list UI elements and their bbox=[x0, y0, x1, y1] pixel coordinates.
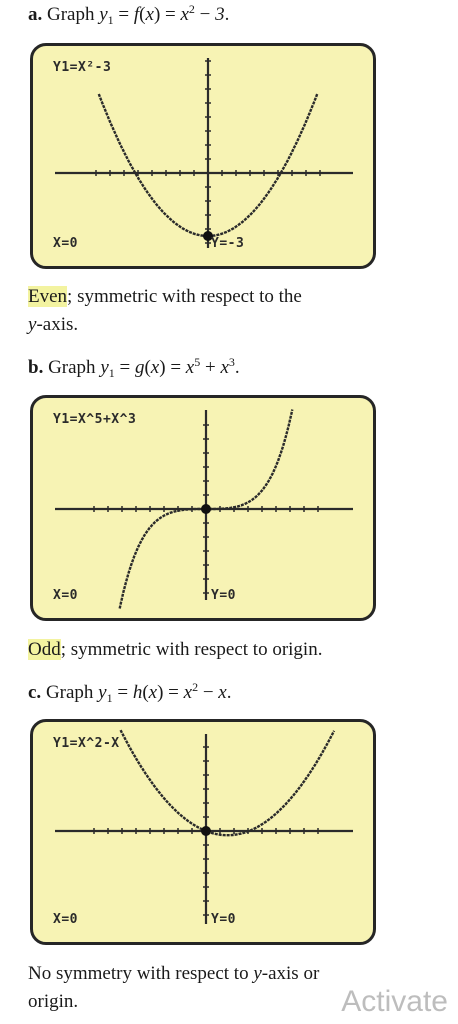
part-b-formula: Y1=X^5+X^3 bbox=[53, 412, 137, 427]
part-b-expression: $x^5 + x^3$ bbox=[185, 355, 235, 378]
part-b-fname: g bbox=[134, 357, 145, 378]
activate-watermark: Activate bbox=[341, 985, 448, 1018]
part-b-highlight: Odd bbox=[28, 639, 61, 660]
part-a-lead: Graph bbox=[47, 4, 95, 25]
part-b-x-readout: X=0 bbox=[53, 588, 78, 603]
part-c-fname: h bbox=[132, 682, 143, 703]
part-c-graph bbox=[33, 722, 373, 942]
part-b-y-readout: Y=0 bbox=[211, 588, 236, 603]
part-a-fname: f bbox=[133, 4, 140, 25]
part-c-conclusion-line2: origin. bbox=[28, 991, 79, 1012]
part-a-formula: Y1=X²-3 bbox=[53, 60, 112, 75]
part-c-x-readout: X=0 bbox=[53, 912, 78, 927]
part-c-y-readout: Y=0 bbox=[211, 912, 236, 927]
part-c-calculator-screen bbox=[30, 719, 376, 945]
part-a-calculator-screen bbox=[30, 43, 376, 269]
part-a-conclusion-line2: y-axis. bbox=[28, 314, 79, 335]
function-curve bbox=[121, 730, 335, 835]
part-b-heading: b. Graph $y_1 = g(x) = x^5 + x^3$. bbox=[28, 355, 240, 380]
part-a-expression: $x^2 - 3$ bbox=[180, 2, 225, 25]
part-c-label: c. bbox=[28, 682, 42, 703]
part-a-x-readout: X=0 bbox=[53, 236, 78, 251]
part-b-conclusion: Odd; symmetric with respect to origin. bbox=[28, 639, 323, 660]
trace-cursor bbox=[201, 504, 211, 514]
part-a-label: a. bbox=[28, 4, 43, 25]
part-b-lead: Graph bbox=[48, 357, 96, 378]
part-a-highlight: Even bbox=[28, 286, 68, 307]
part-c-formula: Y1=X^2-X bbox=[53, 736, 120, 751]
part-c-expression: $x^2 - x$ bbox=[183, 680, 227, 703]
part-a-heading: a. Graph $y_1 = f(x) = x^2 - 3$. bbox=[28, 2, 230, 27]
part-c-heading: c. Graph $y_1 = h(x) = x^2 - x$. bbox=[28, 680, 232, 705]
part-b-calculator-screen bbox=[30, 395, 376, 621]
part-a-y-readout: Y=-3 bbox=[211, 236, 245, 251]
trace-cursor bbox=[201, 826, 211, 836]
part-a-conclusion: Even; symmetric with respect to the bbox=[28, 286, 302, 307]
part-c-lead: Graph bbox=[45, 682, 94, 703]
part-b-label: b. bbox=[28, 357, 44, 378]
part-c-conclusion: No symmetry with respect to y-axis or bbox=[28, 963, 320, 984]
part-b-graph bbox=[33, 398, 373, 618]
part-a-graph bbox=[33, 46, 373, 266]
